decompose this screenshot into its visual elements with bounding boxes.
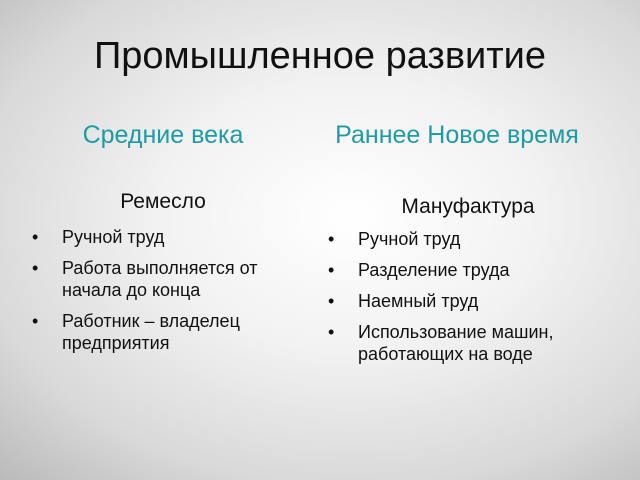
right-bullet-list bbox=[326, 228, 626, 374]
bullet-icon: • bbox=[32, 258, 39, 278]
list-item-text: Разделение труда bbox=[358, 260, 510, 280]
left-column-subheading: Ремесло bbox=[120, 190, 206, 213]
list-item bbox=[30, 257, 310, 301]
list-item bbox=[30, 310, 310, 354]
bullet-icon: • bbox=[328, 229, 335, 249]
list-item bbox=[326, 259, 626, 281]
bullet-icon: • bbox=[32, 311, 39, 331]
slide-title: Промышленное развитие bbox=[93, 35, 547, 77]
right-column-subheading: Мануфактура bbox=[401, 195, 535, 218]
list-item bbox=[326, 228, 626, 250]
list-item-text: Ручной труд bbox=[358, 229, 461, 249]
left-bullet-list bbox=[30, 226, 310, 363]
bullet-icon: • bbox=[328, 260, 335, 280]
list-item-text: Ручной труд bbox=[62, 227, 165, 247]
bullet-icon: • bbox=[328, 291, 335, 311]
bullet-icon: • bbox=[328, 322, 335, 342]
bullet-icon: • bbox=[32, 227, 39, 247]
list-item-text: Использование машин, работающих на воде bbox=[358, 322, 554, 364]
right-column-heading: Раннее Новое время bbox=[335, 121, 579, 149]
left-column-heading: Средние века bbox=[82, 121, 244, 149]
list-item-text: Работник – владелец предприятия bbox=[62, 311, 240, 353]
list-item-text: Наемный труд bbox=[358, 291, 479, 311]
list-item-text: Работа выполняется от начала до конца bbox=[62, 258, 258, 300]
list-item bbox=[326, 290, 626, 312]
list-item bbox=[326, 321, 626, 365]
list-item bbox=[30, 226, 310, 248]
